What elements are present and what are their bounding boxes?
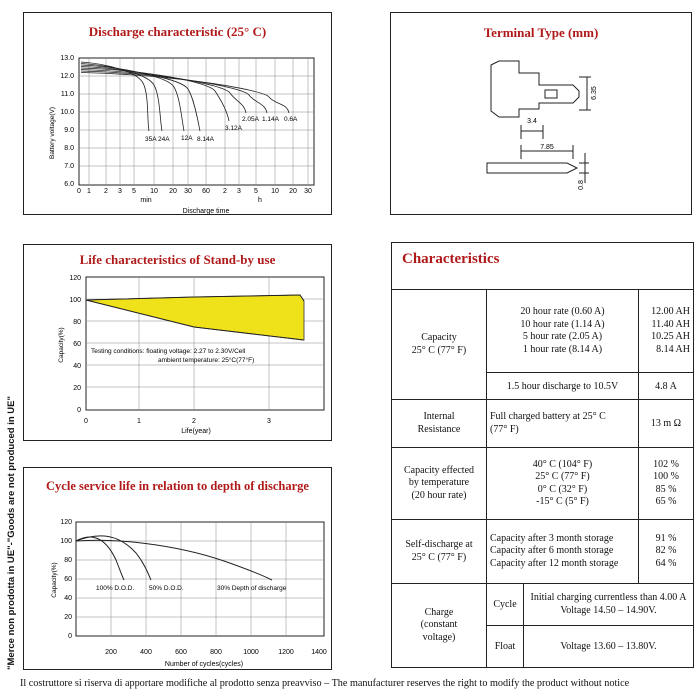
cycle-xtick: 1000	[243, 649, 259, 656]
cycle-xticks	[105, 649, 327, 656]
temp-label-line: Capacity effected	[403, 464, 475, 476]
temp-condition: 0° C (32° F)	[537, 483, 588, 495]
terminal-dim-thickness: 0.8	[578, 180, 585, 190]
discharge-xtick: 20	[289, 188, 297, 195]
capacity-label-line: 25° C (77° F)	[411, 344, 467, 356]
cycle-ytick: 60	[64, 576, 72, 583]
discharge-curve-label: 12A	[181, 135, 193, 142]
terminal-dim-length: 7.85	[540, 144, 554, 151]
discharge-chart	[24, 13, 333, 216]
capacity-rate: 20 hour rate (0.60 A)	[520, 306, 605, 317]
sd-conditions	[487, 520, 639, 584]
table-row	[392, 584, 694, 626]
discharge-title: Discharge characteristic (25° C)	[88, 24, 267, 39]
table-row	[392, 400, 694, 448]
life-ylabel: Capacity(%)	[58, 327, 65, 363]
capacity-values	[639, 290, 694, 373]
discharge-yticks	[60, 55, 74, 188]
cycle-text-line: Initial charging currentless than 4.00 A	[530, 592, 687, 603]
temp-conditions	[487, 448, 639, 520]
discharge-xticks	[77, 188, 312, 195]
sd-condition: Capacity after 6 month storage	[490, 545, 614, 557]
sidebar-disclaimer	[4, 340, 18, 670]
temp-value: 65 %	[655, 496, 677, 507]
temp-label-line: (20 hour rate)	[411, 489, 467, 501]
discharge-unit-h: h	[258, 197, 262, 204]
life-note-2: ambient temperature: 25°C(77°F)	[158, 357, 255, 364]
discharge-curve-label: 35A	[145, 136, 157, 143]
life-xtick: 1	[137, 418, 141, 425]
discharge-xtick: 0	[77, 188, 81, 195]
cycle-ytick: 120	[60, 519, 72, 526]
capacity-value: 11.40 AH	[651, 318, 690, 330]
life-ytick: 0	[77, 407, 81, 414]
cycle-curve-label: 50% D.O.D.	[149, 585, 184, 592]
discharge-ylabel: Battery voltage(V)	[49, 106, 56, 160]
life-xlabel: Life(year)	[181, 428, 211, 435]
footer-notice: Il costruttore si riserva di apportare modifiche al prodotto senza preavviso – The manufacturer reserves the right to modify the product without notice	[20, 678, 630, 689]
float-text: Voltage 13.60 – 13.80V.	[524, 626, 694, 668]
discharge-xtick: 60	[202, 188, 210, 195]
life-range-band	[86, 295, 304, 340]
life-xtick: 3	[267, 418, 271, 425]
ir-label-line: Internal	[423, 411, 455, 422]
discharge-ytick: 6.0	[64, 181, 74, 188]
discharge-curve	[81, 73, 289, 114]
capacity-rates	[487, 290, 639, 373]
cycle-curve-label: 100% D.O.D.	[96, 585, 135, 592]
discharge-xtick: 2	[104, 188, 108, 195]
table-row	[392, 290, 694, 373]
capacity-rate: 10 hour rate (1.14 A)	[520, 318, 605, 330]
life-chart	[24, 245, 333, 442]
life-yticks	[69, 275, 81, 414]
sidebar-disclaimer-text: "Merce non prodotta in UE"-"Goods are not produced in UE"	[6, 396, 17, 670]
sd-value: 64 %	[655, 557, 677, 569]
discharge-xtick: 30	[304, 188, 312, 195]
cycle-ytick: 0	[68, 633, 72, 640]
terminal-side-view	[487, 163, 577, 173]
ir-label	[392, 400, 487, 448]
discharge-ytick: 12.0	[60, 73, 74, 80]
cycle-ytick: 40	[64, 595, 72, 602]
ir-desc-line: (77° F)	[490, 423, 519, 435]
cycle-ytick: 20	[64, 614, 72, 621]
discharge-curve-label: 3.12A	[225, 125, 242, 132]
discharge-curve-label: 0.6A	[284, 116, 298, 123]
charge-label	[392, 584, 487, 668]
capacity-rate: 5 hour rate (2.05 A)	[522, 331, 603, 342]
charge-label-line: Charge	[424, 606, 454, 618]
ir-desc	[487, 400, 639, 448]
cycle-xtick: 600	[175, 649, 187, 656]
cycle-chart	[24, 468, 333, 671]
cycle-xtick: 800	[210, 649, 222, 656]
cycle-xtick: 200	[105, 649, 117, 656]
temp-condition: -15° C (5° F)	[536, 496, 589, 507]
life-title: Life characteristics of Stand-by use	[79, 252, 276, 267]
ir-desc-line: Full charged battery at 25° C	[490, 411, 606, 422]
table-row	[392, 448, 694, 520]
life-note-1: Testing conditions: floating voltage: 2.27 to 2.30V/Cell	[91, 348, 246, 355]
sd-values	[639, 520, 694, 584]
cycle-curve-label: 30% Depth of discharge	[217, 585, 287, 592]
life-ytick: 80	[73, 319, 81, 326]
cycle-ylabel: Capacity(%)	[51, 562, 58, 598]
temp-value: 85 %	[655, 483, 677, 495]
capacity-rate: 1 hour rate (8.14 A)	[522, 343, 603, 355]
discharge-ytick: 8.0	[64, 145, 74, 152]
sd-condition: Capacity after 12 month storage	[490, 557, 619, 569]
capacity-label-line: Capacity	[421, 332, 457, 343]
life-panel	[23, 244, 332, 441]
sd-label	[392, 520, 487, 584]
life-xtick: 0	[84, 418, 88, 425]
cycle-ytick: 80	[64, 557, 72, 564]
discharge-xtick: 30	[184, 188, 192, 195]
discharge-xtick: 3	[237, 188, 241, 195]
terminal-panel	[390, 12, 692, 215]
sd-value: 91 %	[655, 532, 677, 544]
cycle-text	[524, 584, 694, 626]
sd-value: 82 %	[655, 545, 677, 557]
cycle-xtick: 1400	[311, 649, 327, 656]
sd-condition: Capacity after 3 month storage	[490, 532, 614, 544]
life-xtick: 2	[192, 418, 196, 425]
capacity-value: 10.25 AH	[651, 331, 690, 342]
cycle-xtick: 400	[140, 649, 152, 656]
terminal-dim-height: 6.35	[591, 86, 598, 100]
discharge-curve-label: 2.05A	[242, 116, 259, 123]
characteristics-title: Characteristics	[402, 251, 500, 267]
temp-value: 100 %	[653, 471, 679, 482]
charge-label-line: (constant	[420, 619, 458, 631]
discharge-15-value: 4.8 A	[639, 373, 694, 400]
life-xticks	[84, 418, 271, 425]
discharge-ytick: 10.0	[60, 109, 74, 116]
discharge-xtick: 5	[132, 188, 136, 195]
discharge-xtick: 5	[254, 188, 258, 195]
terminal-drawing	[391, 13, 693, 216]
temp-condition: 25° C (77° F)	[535, 471, 590, 482]
discharge-ytick: 13.0	[60, 55, 74, 62]
table-row	[392, 520, 694, 584]
discharge-ytick: 7.0	[64, 163, 74, 170]
discharge-ytick: 11.0	[60, 91, 74, 98]
discharge-ytick: 9.0	[64, 127, 74, 134]
temp-condition: 40° C (104° F)	[532, 458, 593, 470]
discharge-unit-min: min	[140, 197, 152, 204]
cycle-curve-100	[76, 537, 124, 580]
cycle-label: Cycle	[487, 584, 524, 626]
life-ytick: 60	[73, 341, 81, 348]
cycle-panel	[23, 467, 332, 670]
life-ytick: 20	[73, 385, 81, 392]
terminal-body-outline	[491, 61, 579, 117]
ir-value: 13 m Ω	[639, 400, 694, 448]
cycle-title: Cycle service life in relation to depth of discharge	[46, 479, 309, 493]
cycle-grid	[76, 522, 324, 636]
cycle-xlabel: Number of cycles(cycles)	[164, 661, 244, 668]
temp-label-line: by temperature	[408, 477, 470, 489]
cycle-yticks	[60, 519, 72, 640]
temp-value: 102 %	[653, 458, 679, 470]
sd-label-line: Self-discharge at	[405, 539, 473, 550]
characteristics-table	[391, 289, 694, 668]
life-ytick: 100	[69, 297, 81, 304]
capacity-value: 12.00 AH	[651, 306, 690, 317]
cycle-ytick: 100	[60, 538, 72, 545]
terminal-dim-width: 3.4	[527, 118, 537, 125]
discharge-curve-label: 24A	[158, 136, 170, 143]
life-ytick: 120	[69, 275, 81, 282]
capacity-value: 8.14 AH	[656, 343, 690, 355]
charge-label-line: voltage)	[422, 631, 456, 643]
discharge-curve-label: 1.14A	[262, 116, 279, 123]
discharge-xlabel: Discharge time	[182, 208, 230, 215]
float-label: Float	[487, 626, 524, 668]
discharge-15-desc: 1.5 hour discharge to 10.5V	[487, 373, 639, 400]
discharge-xtick: 3	[118, 188, 122, 195]
sd-label-line: 25° C (77° F)	[411, 551, 467, 563]
discharge-xtick: 10	[271, 188, 279, 195]
capacity-label	[392, 290, 487, 400]
cycle-text-line: Voltage 14.50 – 14.90V.	[560, 604, 657, 616]
temp-values	[639, 448, 694, 520]
discharge-curve-label: 8.14A	[197, 136, 214, 143]
discharge-xtick: 20	[169, 188, 177, 195]
discharge-xtick: 2	[223, 188, 227, 195]
discharge-xtick: 10	[150, 188, 158, 195]
ir-label-line: Resistance	[417, 423, 461, 435]
cycle-xtick: 1200	[278, 649, 294, 656]
discharge-xtick: 1	[87, 188, 91, 195]
discharge-panel	[23, 12, 332, 215]
terminal-title: Terminal Type (mm)	[483, 25, 599, 40]
terminal-hole	[545, 90, 557, 98]
temp-label	[392, 448, 487, 520]
life-ytick: 40	[73, 363, 81, 370]
